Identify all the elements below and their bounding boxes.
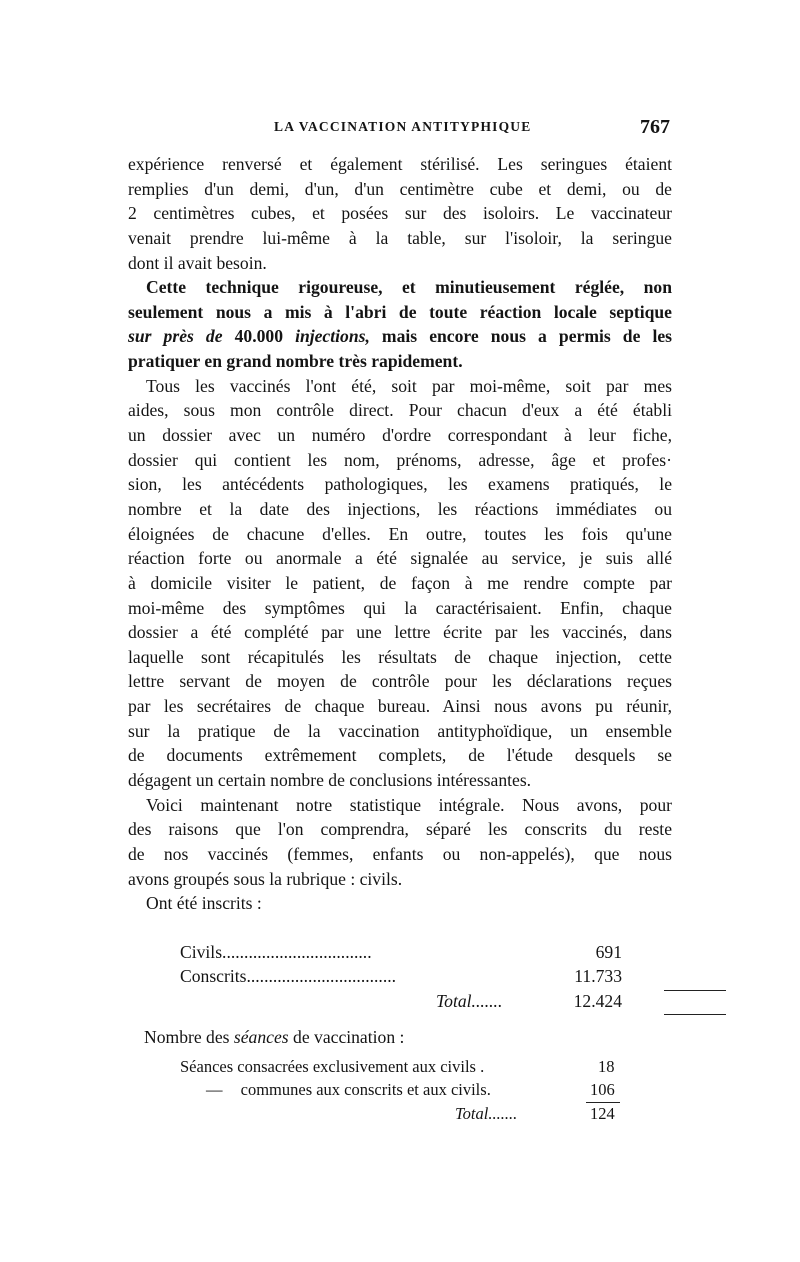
row-value: 106 (590, 1080, 615, 1099)
row-label: communes aux conscrits et aux civils. (240, 1080, 491, 1099)
sessions-total-value: 124 (590, 1104, 615, 1123)
text-line: sur la pratique de la vaccination antityphoïdique, un ensemble (128, 720, 672, 741)
running-head (128, 117, 672, 141)
text-line: lettre servant de moyen de contrôle pour les déclarations reçues (128, 671, 672, 692)
table-row (180, 966, 622, 990)
text-line: Cette technique rigoureuse, et minutieusement réglée, non (146, 277, 672, 298)
table-row (180, 942, 622, 966)
body-text (128, 152, 672, 916)
text-line: un dossier avec un numéro d'ordre correspondant à leur fiche, (128, 425, 672, 446)
row-label: Séances consacrées exclusivement aux civils . (180, 1057, 485, 1076)
text-line: éloignées de chacune d'elles. En outre, toutes les fois qu'une (128, 523, 672, 544)
table-total-row (180, 991, 622, 1015)
text-line: réaction forte ou anormale a été signalée au service, je suis allé (128, 548, 672, 569)
text-line: dossier a été complété par une lettre écrite par les vaccinés, dans (128, 622, 672, 643)
text-line: avons groupés sous la rubrique : civils. (128, 868, 403, 889)
text-line: 2 centimètres cubes, et posées sur des isoloirs. Le vaccinateur (128, 203, 672, 224)
italic-phrase: sur près de (128, 326, 223, 347)
row-value: 691 (595, 942, 622, 962)
sessions-total-label: Total....... (455, 1104, 518, 1123)
running-head-title: LA VACCINATION ANTITYPHIQUE (274, 119, 532, 134)
ditto-dash: — (206, 1080, 223, 1099)
sum-rule (664, 990, 726, 991)
text-line: seulement nous a mis à l'abri de toute réaction locale septique (128, 301, 672, 322)
sessions-row-common (206, 1080, 491, 1100)
text-line: de nos vaccinés (femmes, enfants ou non-appelés), que nous (128, 843, 672, 864)
text-line: Voici maintenant notre statistique intégrale. Nous avons, pour (146, 794, 672, 815)
text-line: dont il avait besoin. (128, 252, 267, 273)
page-number: 767 (640, 116, 670, 138)
row-value: 11.733 (574, 966, 622, 986)
text-line: nombre et la date des injections, les réactions immédiates ou (128, 498, 672, 519)
sessions-intro: Nombre des séances de vaccination : (144, 1027, 405, 1047)
sum-rule (586, 1102, 620, 1103)
text-line: des raisons que l'on comprendra, séparé les conscrits du reste (128, 819, 672, 840)
text-line: de documents extrêmement complets, de l'étude desquels se (128, 745, 672, 766)
text-line: pratiquer en grand nombre très rapidement. (128, 351, 463, 372)
text-line: moi-même des symptômes qui la caractérisaient. Enfin, chaque (128, 597, 672, 618)
text-line: sur près de 40.000 injections, mais encore nous a permis de les (128, 326, 672, 347)
text-line: par les secrétaires de chaque bureau. Ainsi nous avons pu réunir, (128, 696, 672, 717)
text-line: venait prendre lui-même à la table, sur l'isoloir, la seringue (128, 227, 672, 248)
total-label: Total....... (436, 991, 503, 1011)
text-line: dossier qui contient les nom, prénoms, adresse, âge et profes· (128, 449, 672, 470)
text-line: Ont été inscrits : (146, 893, 262, 914)
text-line: aides, sous mon contrôle direct. Pour chacun d'eux a été établi (128, 400, 672, 421)
row-label: Conscrits.................................. (180, 966, 397, 986)
text-line: à domicile visiter le patient, de façon à me rendre compte par (128, 572, 672, 593)
text-line: expérience renversé et également stérilisé. Les seringues étaient (128, 154, 672, 174)
row-label: Civils.................................. (180, 942, 372, 962)
sum-rule (664, 1014, 726, 1015)
italic-phrase: injections, (295, 326, 370, 347)
sessions-row-civils (180, 1057, 484, 1077)
total-value: 12.424 (573, 991, 622, 1011)
text-line: sion, les antécédents pathologiques, les examens pratiqués, le (128, 474, 672, 495)
text-line: laquelle sont récapitulés les résultats de chaque injection, cette (128, 646, 672, 667)
text-line: Tous les vaccinés l'ont été, soit par moi-même, soit par mes (146, 375, 672, 396)
text-line: remplies d'un demi, d'un, d'un centimètre cube et demi, ou de (128, 178, 672, 199)
row-value: 18 (598, 1057, 615, 1076)
text-line: dégagent un certain nombre de conclusions intéressantes. (128, 770, 532, 791)
